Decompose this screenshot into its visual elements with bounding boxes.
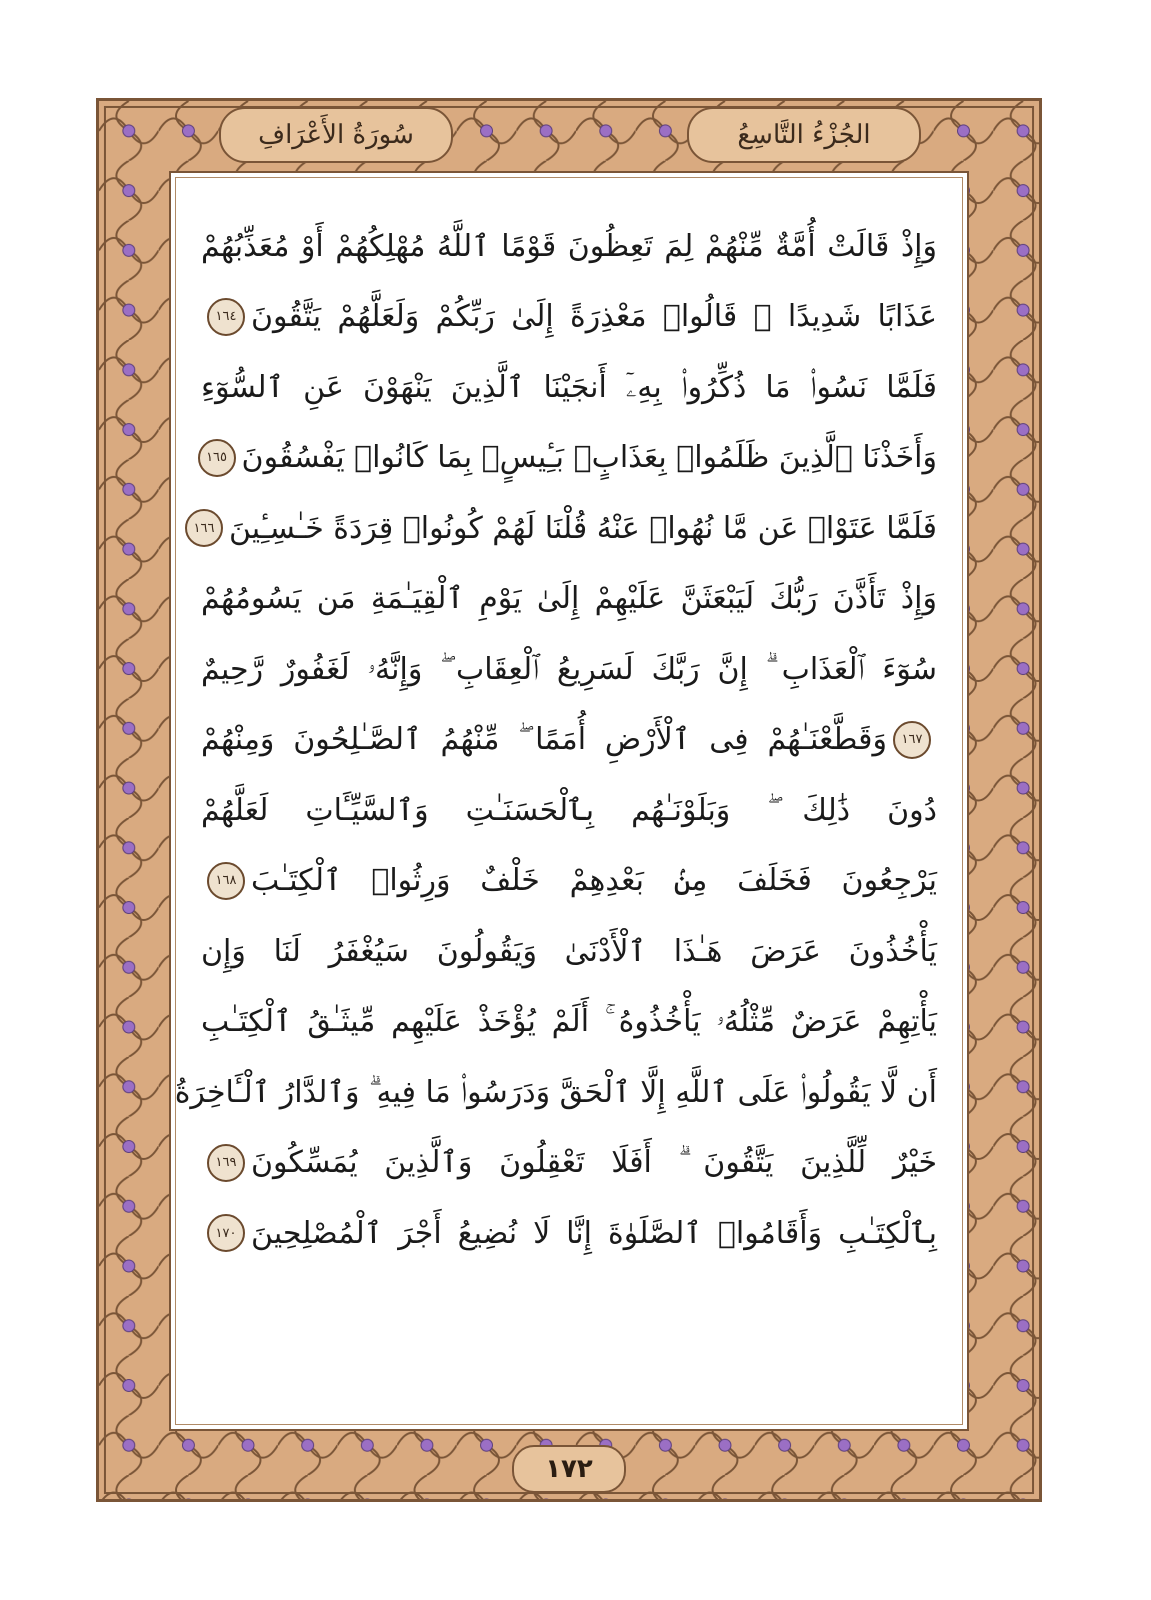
text-line-1: وَإِذْ قَالَتْ أُمَّةٌ مِّنْهُمْ لِمَ تَعِظُونَ قَوْمًا ٱللَّهُ مُهْلِكُهُمْ أَوْ مُعَذِّبُهُمْ <box>201 228 937 264</box>
text-line-9: دُونَ ذَٰلِكَ ۖ وَبَلَوْنَـٰهُم بِٱلْحَسَنَـٰتِ وَٱلسَّيِّـَٔاتِ لَعَلَّهُمْ <box>201 792 937 828</box>
ayah-marker: ١٦٦ <box>185 509 223 547</box>
page-number: ١٧٢ <box>512 1445 626 1493</box>
ayah-marker: ١٦٩ <box>207 1144 245 1182</box>
ayah-marker: ١٦٥ <box>198 439 236 477</box>
ayah-marker: ١٧٠ <box>207 1214 245 1252</box>
text-line-4: وَأَخَذْنَا ٱلَّذِينَ ظَلَمُوا۟ بِعَذَابٍۭ بَـِٔيسٍۭ بِمَا كَانُوا۟ يَفْسُقُونَ ١٦٥ <box>201 423 937 494</box>
text-line-2: عَذَابًا شَدِيدًا ۖ قَالُوا۟ مَعْذِرَةً إِلَىٰ رَبِّكُمْ وَلَعَلَّهُمْ يَتَّقُونَ ١٦٤ <box>201 282 937 353</box>
text-line-14: خَيْرٌ لِّلَّذِينَ يَتَّقُونَ ۗ أَفَلَا تَعْقِلُونَ وَٱلَّذِينَ يُمَسِّكُونَ ١٦٩ <box>201 1128 937 1199</box>
text-line-10: يَرْجِعُونَ فَخَلَفَ مِنۢ بَعْدِهِمْ خَلْفٌ وَرِثُوا۟ ٱلْكِتَـٰبَ ١٦٨ <box>201 846 937 917</box>
quran-text <box>174 211 937 1409</box>
text-line-5: فَلَمَّا عَتَوْا۟ عَن مَّا نُهُوا۟ عَنْهُ قُلْنَا لَهُمْ كُونُوا۟ قِرَدَةً خَـٰسِـِٔينَ ١٦٦ <box>201 493 937 564</box>
ayah-marker: ١٦٤ <box>207 298 245 336</box>
text-panel <box>169 171 969 1431</box>
text-line-6: وَإِذْ تَأَذَّنَ رَبُّكَ لَيَبْعَثَنَّ عَلَيْهِمْ إِلَىٰ يَوْمِ ٱلْقِيَـٰمَةِ مَن يَسُومُهُمْ <box>201 581 937 617</box>
text-line-3: فَلَمَّا نَسُوا۟ مَا ذُكِّرُوا۟ بِهِۦٓ أَنجَيْنَا ٱلَّذِينَ يَنْهَوْنَ عَنِ ٱلسُّوٓءِ <box>201 369 937 405</box>
ornamental-frame <box>96 98 1042 1502</box>
text-line-13: أَن لَّا يَقُولُوا۟ عَلَى ٱللَّهِ إِلَّا ٱلْحَقَّ وَدَرَسُوا۟ مَا فِيهِ ۗ وَٱلدَّارُ ٱلْـَٔاخِرَةُ <box>174 1074 937 1110</box>
juz-label: الجُزْءُ التَّاسِعُ <box>687 107 921 163</box>
ayah-marker: ١٦٧ <box>893 721 931 759</box>
ayah-marker: ١٦٨ <box>207 862 245 900</box>
text-line-8: ١٦٧ وَقَطَّعْنَـٰهُمْ فِى ٱلْأَرْضِ أُمَمًا ۖ مِّنْهُمُ ٱلصَّـٰلِحُونَ وَمِنْهُمْ <box>201 705 937 776</box>
text-line-12: يَأْتِهِمْ عَرَضٌ مِّثْلُهُۥ يَأْخُذُوهُ ۚ أَلَمْ يُؤْخَذْ عَلَيْهِم مِّيثَـٰقُ ٱلْكِتَـٰبِ <box>201 1004 937 1040</box>
surah-label: سُورَةُ الأَعْرَافِ <box>219 107 453 163</box>
text-line-7: سُوٓءَ ٱلْعَذَابِ ۗ إِنَّ رَبَّكَ لَسَرِيعُ ٱلْعِقَابِ ۖ وَإِنَّهُۥ لَغَفُورٌ رَّحِيمٌ <box>201 651 937 687</box>
text-line-11: يَأْخُذُونَ عَرَضَ هَـٰذَا ٱلْأَدْنَىٰ وَيَقُولُونَ سَيُغْفَرُ لَنَا وَإِن <box>201 933 937 969</box>
text-line-15: بِٱلْكِتَـٰبِ وَأَقَامُوا۟ ٱلصَّلَوٰةَ إِنَّا لَا نُضِيعُ أَجْرَ ٱلْمُصْلِحِينَ ١٧٠ <box>201 1198 937 1269</box>
